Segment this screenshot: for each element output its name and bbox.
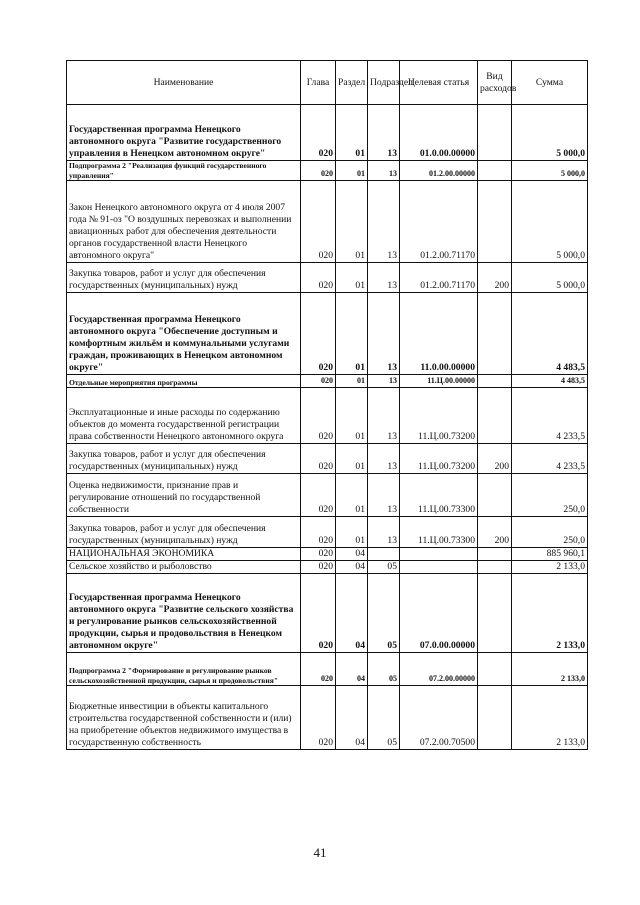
table-row — [67, 474, 588, 517]
cell-glava: 020 — [301, 474, 336, 517]
cell-target: 01.2.00.71170 — [400, 181, 478, 263]
cell-podrazdel: 13 — [368, 293, 400, 375]
cell-sum: 4 483,5 — [512, 293, 588, 375]
cell-sum: 2 133,0 — [512, 653, 588, 686]
cell-name: Закупка товаров, работ и услуг для обеспечения государственных (муниципальных) нужд — [67, 263, 301, 293]
cell-target: 01.2.00.71170 — [400, 263, 478, 293]
cell-glava: 020 — [301, 263, 336, 293]
cell-sum: 4 233,5 — [512, 444, 588, 474]
cell-vid — [478, 653, 512, 686]
cell-podrazdel — [368, 548, 400, 561]
cell-podrazdel: 05 — [368, 561, 400, 574]
cell-podrazdel: 13 — [368, 444, 400, 474]
cell-podrazdel: 13 — [368, 181, 400, 263]
cell-glava: 020 — [301, 388, 336, 444]
cell-name: Закон Ненецкого автономного округа от 4 июля 2007 года № 91-оз "О воздушных перевозках и выполнении авиационных работ для обеспечения деятельности органов государственной власти Ненецкого автономного округа" — [67, 181, 301, 263]
cell-razdel: 01 — [336, 474, 368, 517]
table-row — [67, 574, 588, 653]
cell-sum: 5 000,0 — [512, 263, 588, 293]
table-row — [67, 686, 588, 750]
cell-vid — [478, 548, 512, 561]
cell-sum: 4 233,5 — [512, 388, 588, 444]
table-row — [67, 561, 588, 574]
table-header-row — [67, 61, 588, 105]
cell-glava: 020 — [301, 548, 336, 561]
header-vid: Вид расходов — [478, 61, 512, 105]
table-row — [67, 653, 588, 686]
cell-glava: 020 — [301, 574, 336, 653]
cell-sum: 5 000,0 — [512, 105, 588, 161]
cell-sum: 4 483,5 — [512, 375, 588, 388]
cell-sum: 885 960,1 — [512, 548, 588, 561]
cell-target: 11.Ц.00.73200 — [400, 444, 478, 474]
header-podrazdel: Подраздел — [368, 61, 400, 105]
cell-podrazdel: 13 — [368, 474, 400, 517]
cell-razdel: 04 — [336, 574, 368, 653]
header-target: Целевая статья — [400, 61, 478, 105]
cell-razdel: 01 — [336, 375, 368, 388]
cell-glava: 020 — [301, 686, 336, 750]
cell-podrazdel: 13 — [368, 388, 400, 444]
cell-sum: 2 133,0 — [512, 686, 588, 750]
cell-glava: 020 — [301, 161, 336, 181]
cell-vid — [478, 375, 512, 388]
cell-vid: 200 — [478, 517, 512, 548]
cell-vid — [478, 181, 512, 263]
cell-glava: 020 — [301, 517, 336, 548]
table-row — [67, 161, 588, 181]
cell-target: 01.0.00.00000 — [400, 105, 478, 161]
cell-name: Бюджетные инвестиции в объекты капитального строительства государственной собственности и (или) на приобретение объектов недвижимого имущества в государственную собственность — [67, 686, 301, 750]
cell-glava: 020 — [301, 444, 336, 474]
table-body — [67, 105, 588, 750]
cell-razdel: 01 — [336, 105, 368, 161]
cell-target: 11.Ц.00.73300 — [400, 517, 478, 548]
cell-razdel: 01 — [336, 293, 368, 375]
cell-razdel: 01 — [336, 181, 368, 263]
cell-sum: 2 133,0 — [512, 574, 588, 653]
cell-podrazdel: 05 — [368, 574, 400, 653]
cell-podrazdel: 13 — [368, 105, 400, 161]
cell-name: Отдельные мероприятия программы — [67, 375, 301, 388]
cell-target: 11.Ц.00.73200 — [400, 388, 478, 444]
cell-vid — [478, 161, 512, 181]
cell-vid — [478, 105, 512, 161]
table-row — [67, 181, 588, 263]
cell-glava: 020 — [301, 105, 336, 161]
header-sum: Сумма — [512, 61, 588, 105]
cell-podrazdel: 05 — [368, 653, 400, 686]
header-name: Наименование — [67, 61, 301, 105]
table-row — [67, 388, 588, 444]
cell-target: 07.0.00.00000 — [400, 574, 478, 653]
cell-sum: 250,0 — [512, 474, 588, 517]
table-row — [67, 263, 588, 293]
cell-razdel: 04 — [336, 653, 368, 686]
cell-podrazdel: 13 — [368, 375, 400, 388]
cell-vid — [478, 388, 512, 444]
cell-podrazdel: 13 — [368, 161, 400, 181]
cell-glava: 020 — [301, 293, 336, 375]
budget-table — [66, 60, 588, 750]
cell-podrazdel: 05 — [368, 686, 400, 750]
cell-target: 07.2.00.70500 — [400, 686, 478, 750]
cell-sum: 2 133,0 — [512, 561, 588, 574]
cell-target — [400, 561, 478, 574]
table-row — [67, 517, 588, 548]
cell-name: Государственная программа Ненецкого автономного округа "Развитие государственного управления в Ненецком автономном округе" — [67, 105, 301, 161]
cell-name: Закупка товаров, работ и услуг для обеспечения государственных (муниципальных) нужд — [67, 517, 301, 548]
cell-razdel: 01 — [336, 161, 368, 181]
cell-glava: 020 — [301, 561, 336, 574]
cell-sum: 250,0 — [512, 517, 588, 548]
cell-name: Государственная программа Ненецкого автономного округа "Развитие сельского хозяйства и регулирование рынков сельскохозяйственной продукции, сырья и продовольствия в Ненецком автономном округе" — [67, 574, 301, 653]
cell-razdel: 01 — [336, 263, 368, 293]
cell-vid: 200 — [478, 263, 512, 293]
page-number: 41 — [313, 845, 327, 860]
cell-podrazdel: 13 — [368, 263, 400, 293]
cell-target: 07.2.00.00000 — [400, 653, 478, 686]
cell-name: Эксплуатационные и иные расходы по содержанию объектов до момента государственной регистрации права собственности Ненецкого автономного округа — [67, 388, 301, 444]
cell-sum: 5 000,0 — [512, 181, 588, 263]
cell-target — [400, 548, 478, 561]
table-row — [67, 375, 588, 388]
cell-name: Государственная программа Ненецкого автономного округа "Обеспечение доступным и комфортным жильём и коммунальными услугами граждан, проживающих в Ненецком автономном округе" — [67, 293, 301, 375]
cell-vid — [478, 561, 512, 574]
cell-razdel: 01 — [336, 388, 368, 444]
cell-razdel: 01 — [336, 517, 368, 548]
table-row — [67, 105, 588, 161]
cell-razdel: 01 — [336, 444, 368, 474]
cell-razdel: 04 — [336, 686, 368, 750]
cell-vid — [478, 293, 512, 375]
cell-target: 11.Ц.00.00000 — [400, 375, 478, 388]
cell-target: 01.2.00.00000 — [400, 161, 478, 181]
cell-name: Подпрограмма 2 "Формирование и регулирование рынков сельскохозяйственной продукции, сырья и продовольствия" — [67, 653, 301, 686]
cell-glava: 020 — [301, 375, 336, 388]
cell-name: Закупка товаров, работ и услуг для обеспечения государственных (муниципальных) нужд — [67, 444, 301, 474]
table-row — [67, 548, 588, 561]
cell-podrazdel: 13 — [368, 517, 400, 548]
cell-vid: 200 — [478, 444, 512, 474]
header-razdel: Раздел — [336, 61, 368, 105]
table-row — [67, 293, 588, 375]
cell-vid — [478, 574, 512, 653]
cell-razdel: 04 — [336, 548, 368, 561]
cell-razdel: 04 — [336, 561, 368, 574]
cell-vid — [478, 686, 512, 750]
cell-sum: 5 000,0 — [512, 161, 588, 181]
cell-target: 11.Ц.00.73300 — [400, 474, 478, 517]
cell-glava: 020 — [301, 653, 336, 686]
cell-glava: 020 — [301, 181, 336, 263]
cell-target: 11.0.00.00000 — [400, 293, 478, 375]
table-row — [67, 444, 588, 474]
cell-vid — [478, 474, 512, 517]
header-glava: Глава — [301, 61, 336, 105]
cell-name: Оценка недвижимости, признание прав и регулирование отношений по государственной собственности — [67, 474, 301, 517]
cell-name: Сельское хозяйство и рыболовство — [67, 561, 301, 574]
cell-name: Подпрограмма 2 "Реализация функций государственного управления" — [67, 161, 301, 181]
cell-name: НАЦИОНАЛЬНАЯ ЭКОНОМИКА — [67, 548, 301, 561]
